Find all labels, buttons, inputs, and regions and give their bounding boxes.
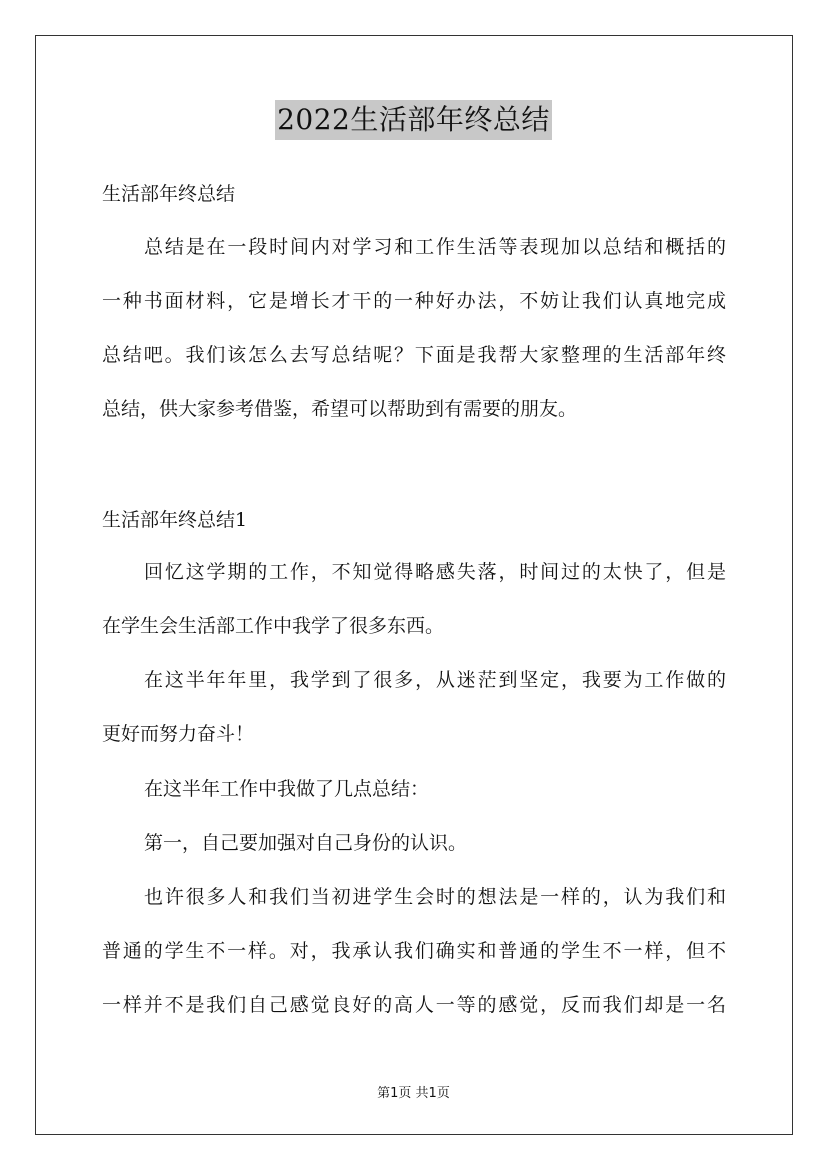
intro-heading: 生活部年终总结 bbox=[102, 183, 236, 205]
section1-line-5: 在这半年工作中我做了几点总结： bbox=[144, 778, 430, 800]
section1-line-4: 更好而努力奋斗！ bbox=[102, 723, 255, 745]
section1-line-1: 回忆这学期的工作，不知觉得略感失落，时间过的太快了，但是 bbox=[144, 561, 726, 583]
section1-line-2: 在学生会生活部工作中我学了很多东西。 bbox=[102, 615, 445, 637]
intro-line-2: 一种书面材料，它是增长才干的一种好办法，不妨让我们认真地完成 bbox=[102, 290, 726, 312]
page-footer: 第1页 共1页 bbox=[377, 1086, 450, 1101]
intro-line-4: 总结，供大家参考借鉴，希望可以帮助到有需要的朋友。 bbox=[102, 398, 578, 420]
section1-line-3: 在这半年年里，我学到了很多，从迷茫到坚定，我要为工作做的 bbox=[144, 669, 726, 691]
title-container bbox=[0, 100, 827, 140]
section1-heading: 生活部年终总结1 bbox=[102, 509, 248, 531]
section1-line-6: 第一，自己要加强对自己身份的认识。 bbox=[144, 832, 468, 854]
intro-line-3: 总结吧。我们该怎么去写总结呢？下面是我帮大家整理的生活部年终 bbox=[102, 344, 726, 366]
intro-line-1: 总结是在一段时间内对学习和工作生活等表现加以总结和概括的 bbox=[144, 236, 726, 258]
section1-line-8: 普通的学生不一样。对，我承认我们确实和普通的学生不一样，但不 bbox=[102, 940, 726, 962]
section1-line-9: 一样并不是我们自己感觉良好的高人一等的感觉，反而我们却是一名 bbox=[102, 994, 726, 1016]
section1-line-7: 也许很多人和我们当初进学生会时的想法是一样的，认为我们和 bbox=[144, 886, 726, 908]
document-title: 2022生活部年终总结 bbox=[275, 100, 552, 140]
